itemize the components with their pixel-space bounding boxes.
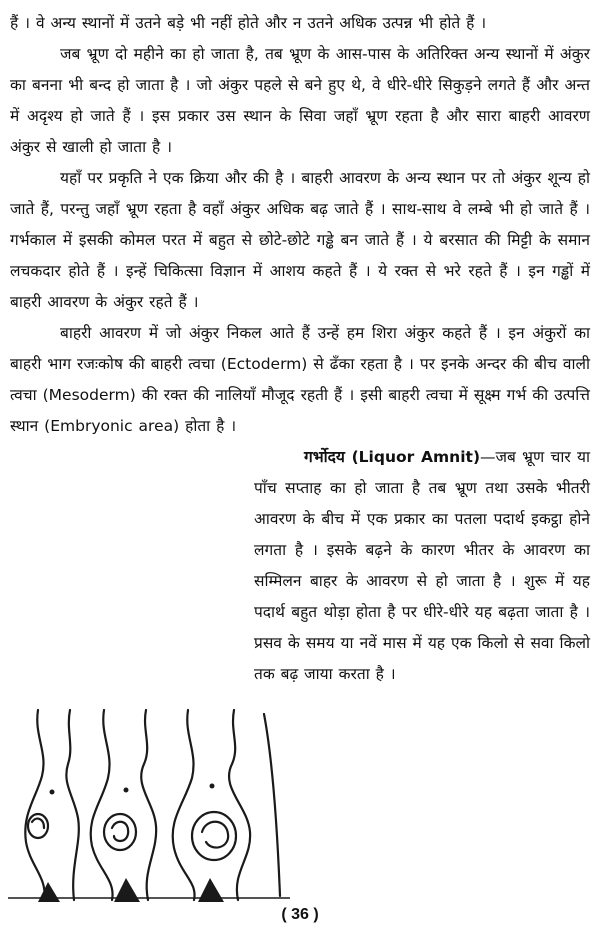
paragraph-liquor-amnii-text: —जब भ्रूण चार या पाँच सप्ताह का हो जाता है तब भ्रूण तथा उसके भीतरी आवरण के बीच में एक प्रकार का पतला पदार्थ इकट्ठा होने लगता है । इसके बढ़ने के कारण भीतर के आवरण का सम्मिलन बाहर के आवरण से हो जाता है । शुरू में यह पदार्थ बहुत थोड़ा होता है पर धीरे-धीरे यह बढ़ता जाता है । प्रसव के समय या नवें मास में यह एक किलो से सवा किलो तक बढ़ जाया करता है । — [254, 448, 590, 683]
pregnancy-stages-illustration — [8, 706, 290, 902]
paragraph-liquor-amnii-intro — [10, 442, 590, 690]
paragraph-continuation: हैं । वे अन्य स्थानों में उतने बड़े भी नहीं होते और न उतने अधिक उत्पन्न भी होते हैं । — [10, 14, 487, 32]
liquor-amnii-section — [10, 442, 590, 690]
paragraph-embryo-two-months: जब भ्रूण दो महीने का हो जाता है, तब भ्रूण के आस-पास के अतिरिक्त अन्य स्थानों में अंकुर का बनना भी बन्द हो जाता है । जो अंकुर पहले से बने हुए थे, वे धीरे-धीरे सिकुड़ने लगते हैं और अन्त में अदृश्य हो जाते हैं । इस प्रकार उस स्थान के सिवा जहाँ भ्रूण रहता है और सारा बाहरी आवरण अंकुर से खाली हो जाता है । — [10, 45, 590, 156]
section-heading-liquor-amnii: गर्भोदय (Liquor Amnit) — [304, 448, 481, 466]
page-number: ( 36 ) — [281, 906, 319, 923]
paragraph-nature-action: यहाँ पर प्रकृति ने एक क्रिया और की है । बाहरी आवरण के अन्य स्थान पर तो अंकुर शून्य हो जाते हैं, परन्तु जहाँ भ्रूण रहता है वहाँ अंकुर अधिक बढ़ जाते हैं । साथ-साथ वे लम्बे भी हो जाते हैं । गर्भकाल में इसकी कोमल परत में बहुत से छोटे-छोटे गड्ढे बन जाते हैं । ये बरसात की मिट्टी के समान लचकदार होते हैं । इन्हें चिकित्सा विज्ञान में आशय कहते हैं । ये रक्त से भरे रहते हैं । इन गड्ढों में बाहरी आवरण के अंकुर रहते हैं । — [10, 169, 590, 311]
paragraph-villi: बाहरी आवरण में जो अंकुर निकल आते हैं उन्हें हम शिरा अंकुर कहते हैं । इन अंकुरों का बाहरी भाग रजःकोष की बाहरी त्वचा (Ectoderm) से ढँका रहता है । पर इनके अन्दर की बीच वाली त्वचा (Mesoderm) की रक्त की नालियाँ मौजूद रहती हैं । इसी बाहरी त्वचा में सूक्ष्म गर्भ की उत्पत्ति स्थान (Embryonic area) होता है । — [10, 324, 590, 435]
